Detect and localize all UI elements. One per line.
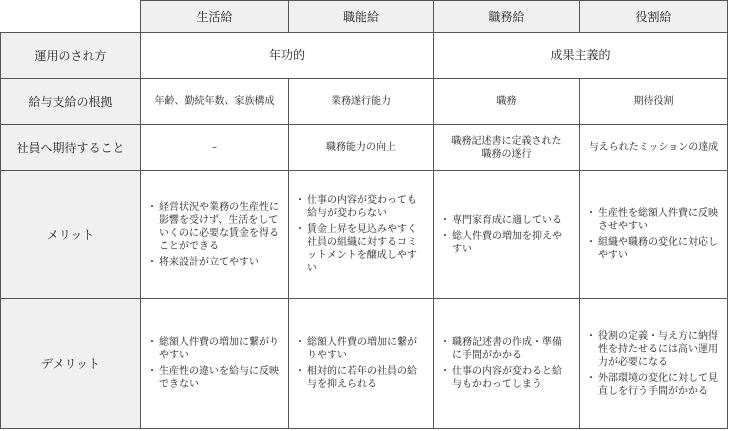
basis-skill-wage: 業務遂行能力 <box>288 78 434 125</box>
demerit-item: ・ 役割の定義・与え方に納得性を持たせるには高い運用力が必要になる <box>586 330 719 369</box>
demerit-job-wage <box>433 298 580 429</box>
operation-performance: 成果主義的 <box>433 32 728 79</box>
row-header-expectation: 社員へ期待すること <box>0 124 141 171</box>
row-header-operation: 運用のされ方 <box>0 32 141 79</box>
basis-role-wage: 期待役割 <box>579 78 728 125</box>
row-header-demerit: デメリット <box>0 298 141 429</box>
merit-item: ・ 将来設計が立てやすい <box>147 256 280 269</box>
expectation-skill-wage: 職務能力の向上 <box>288 124 434 171</box>
merit-item: ・ 総人件費の増加を抑えやすい <box>440 230 571 256</box>
demerit-item: ・ 仕事の内容が変わると給与もかわってしまう <box>440 365 571 391</box>
expectation-living-wage: – <box>140 124 289 171</box>
merit-item: ・ 専門家育成に適している <box>440 214 571 227</box>
demerit-item: ・ 生産性の違いを給与に反映できない <box>147 365 280 391</box>
basis-living-wage: 年齢、勤続年数、家族構成 <box>140 78 289 125</box>
merit-item: ・ 経営状況や業務の生産性に影響を受けず、生活をしていくのに必要な賃金を得ることができる <box>147 201 280 253</box>
corner-cell <box>0 0 141 33</box>
merit-living-wage <box>140 170 289 299</box>
demerit-item: ・ 外部環境の変化に対して見直しを行う手間がかかる <box>586 372 719 398</box>
operation-seniority: 年功的 <box>140 32 434 79</box>
col-header-skill-wage: 職能給 <box>288 0 434 33</box>
col-header-living-wage: 生活給 <box>140 0 289 33</box>
row-header-merit: メリット <box>0 170 141 299</box>
demerit-item: ・ 職務記述書の作成・準備に手間がかかる <box>440 336 571 362</box>
row-header-basis: 給与支給の根拠 <box>0 78 141 125</box>
merit-role-wage <box>579 170 728 299</box>
merit-item: ・ 仕事の内容が変わっても給与が変わらない <box>295 194 425 220</box>
demerit-item: ・ 総額人件費の増加に繋がりやすい <box>147 336 280 362</box>
expectation-role-wage: 与えられたミッションの達成 <box>579 124 728 171</box>
merit-item: ・ 生産性を総額人件費に反映させやすい <box>586 207 719 233</box>
col-header-job-wage: 職務給 <box>433 0 580 33</box>
demerit-item: ・ 相対的に若年の社員の給与を抑えられる <box>295 365 425 391</box>
demerit-item: ・ 総額人件費の増加に繋がりやすい <box>295 336 425 362</box>
merit-job-wage <box>433 170 580 299</box>
col-header-role-wage: 役割給 <box>579 0 728 33</box>
merit-skill-wage <box>288 170 434 299</box>
merit-item: ・ 組織や職務の変化に対応しやすい <box>586 236 719 262</box>
demerit-living-wage <box>140 298 289 429</box>
expectation-job-wage: 職務記述書に定義された 職務の遂行 <box>433 124 580 171</box>
merit-item: ・ 賃金上昇を見込みやすく社員の組織に対するコミットメントを醸成しやすい <box>295 223 425 275</box>
demerit-skill-wage <box>288 298 434 429</box>
basis-job-wage: 職務 <box>433 78 580 125</box>
demerit-role-wage <box>579 298 728 429</box>
